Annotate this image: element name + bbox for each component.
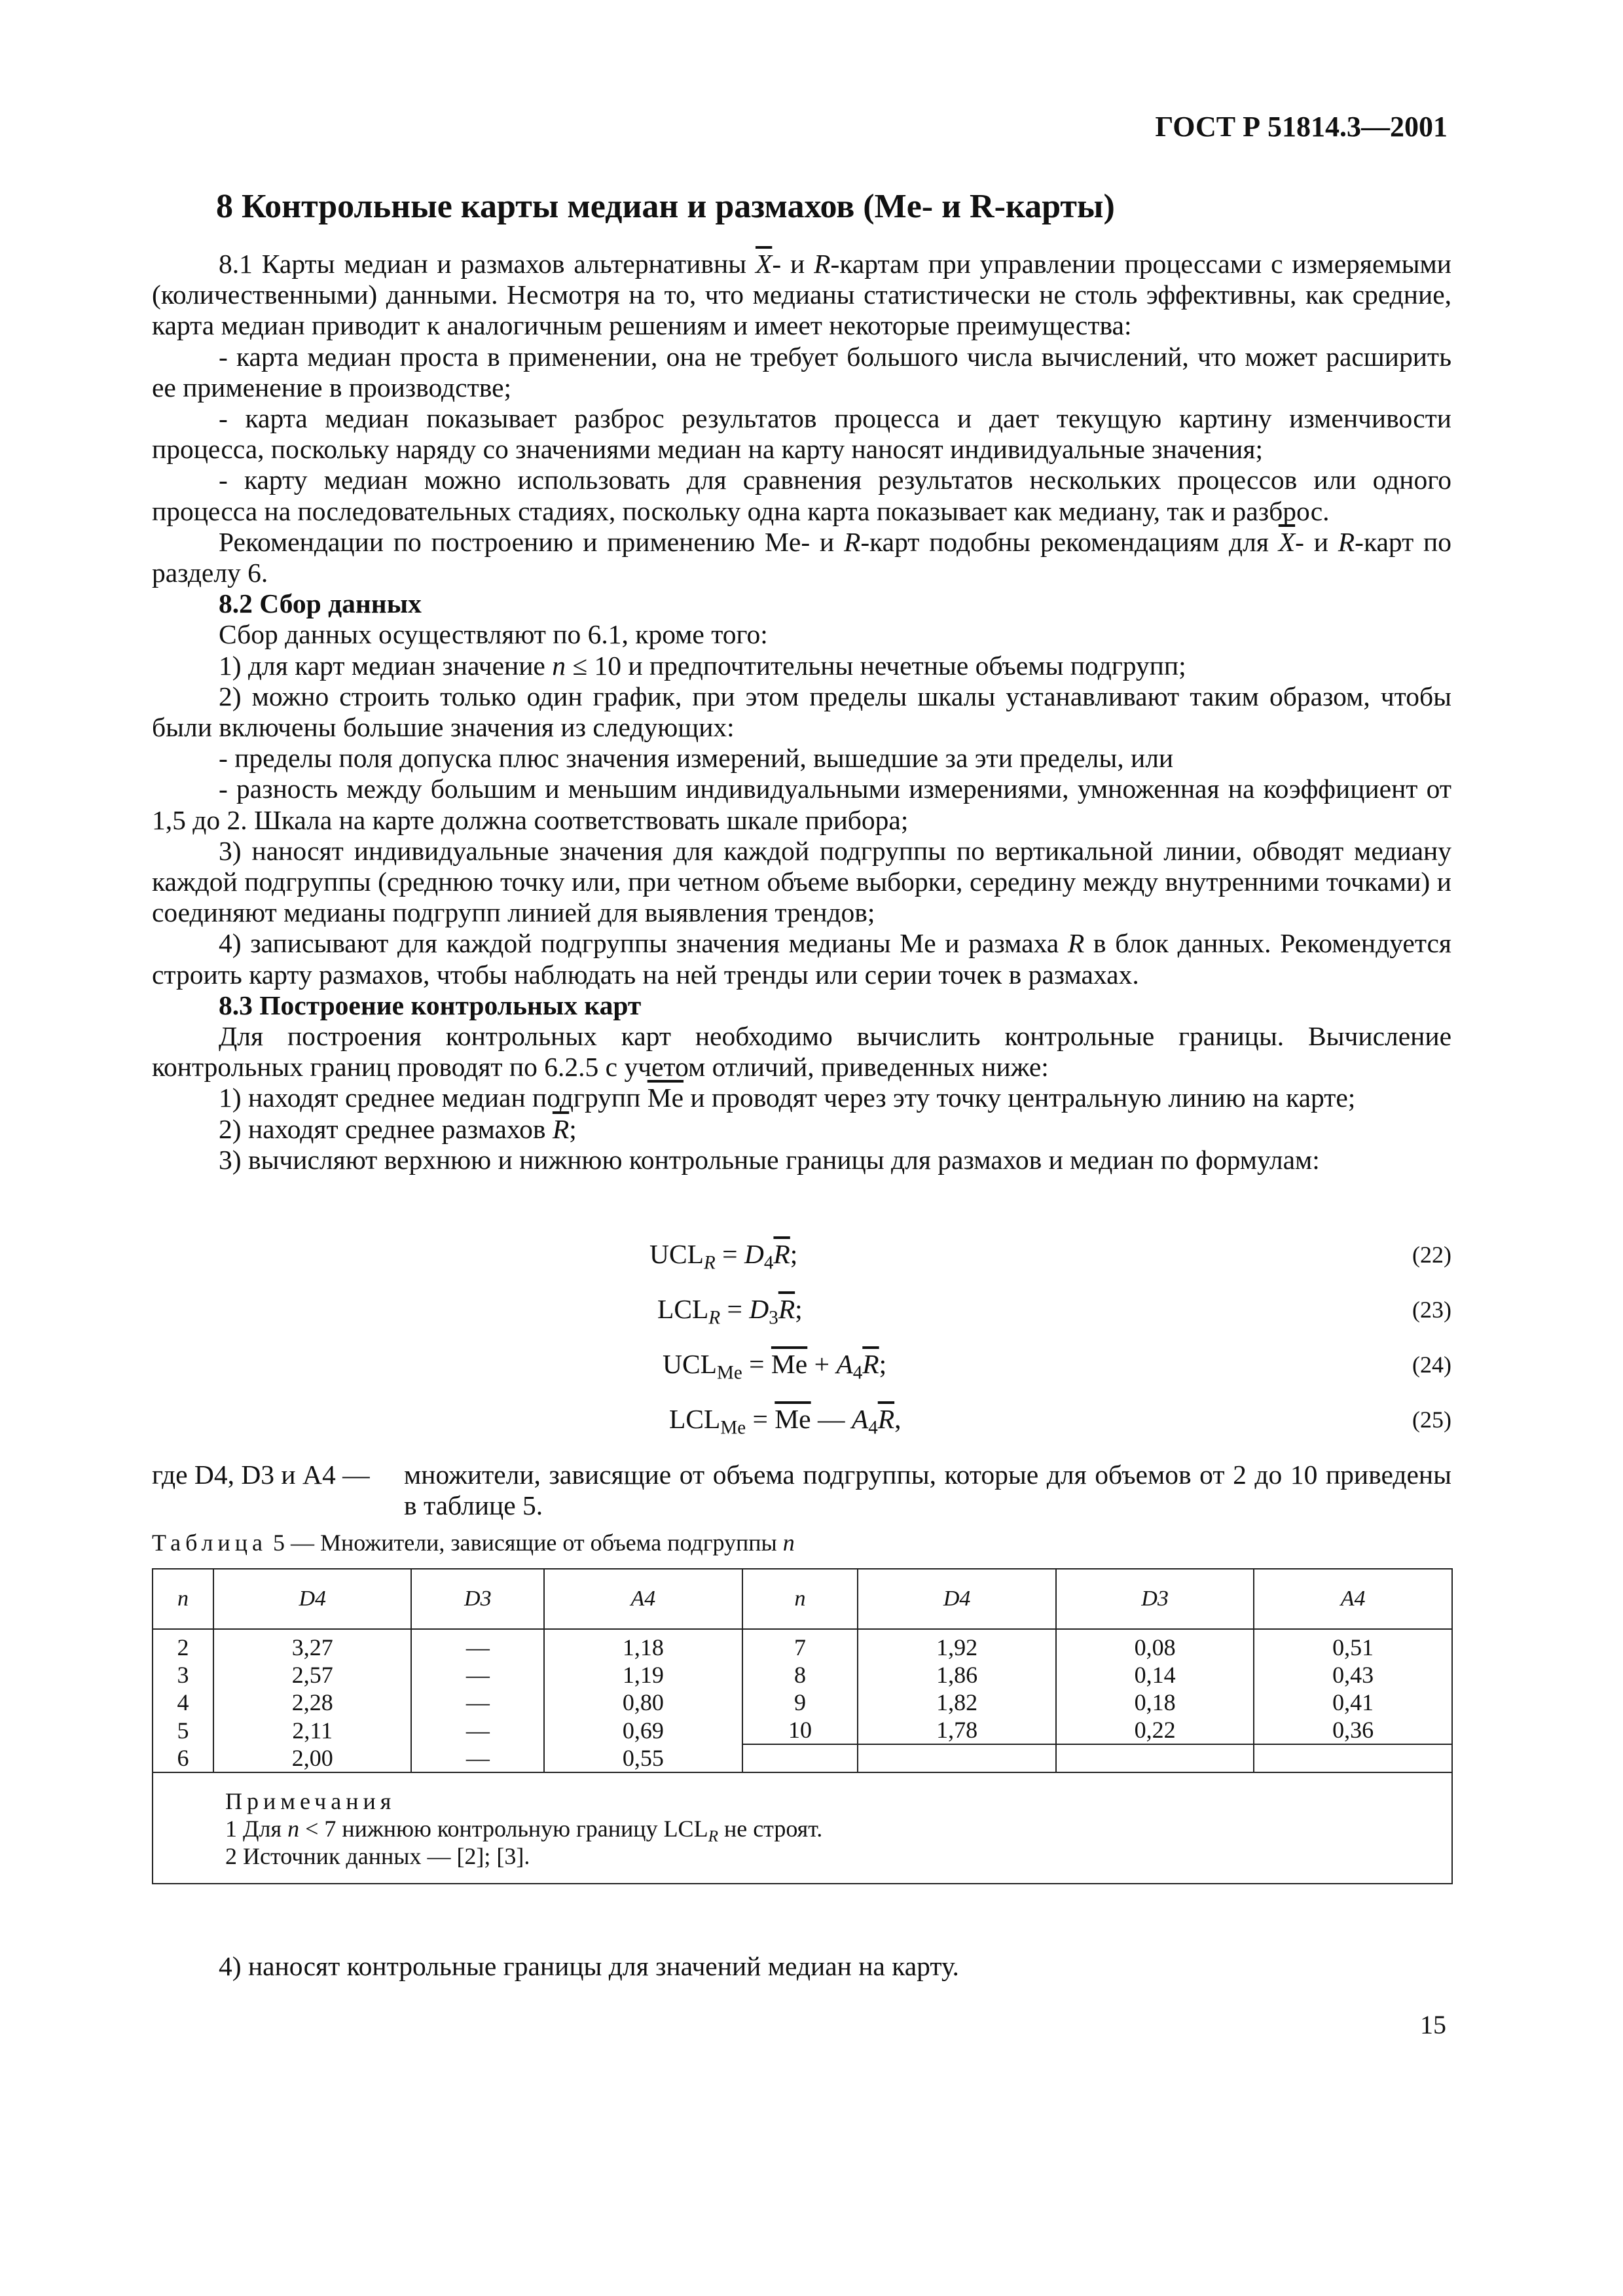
table-cell: 3	[153, 1661, 213, 1689]
table-cell: 1,78	[858, 1716, 1055, 1744]
table-cell: 1,86	[858, 1661, 1055, 1689]
table-cell: 0,08	[1056, 1629, 1254, 1661]
table-cell: 1,92	[858, 1629, 1055, 1661]
recommendation-paragraph: Рекомендации по построению и применению Me- и R-карт подобны рекомендациям для $\overline{X}-$ и R-карт по разделу 6.	[152, 526, 1451, 588]
table-caption: Таблица 5 — Множители, зависящие от объема подгруппы n	[152, 1530, 795, 1556]
subsection-8-2-title: 8.2 Сбор данных	[219, 588, 422, 619]
multipliers-table	[152, 1568, 1453, 1884]
table-cell: 0,22	[1056, 1716, 1254, 1744]
column-header: D4	[858, 1569, 1055, 1629]
table-row	[153, 1629, 1452, 1661]
table-cell	[858, 1744, 1055, 1772]
table-cell: 0,51	[1254, 1629, 1452, 1661]
note-1: 1 Для n < 7 нижнюю контрольную границу $LCL_R$ не строят.	[225, 1816, 823, 1846]
table-cell: 2,00	[213, 1744, 411, 1772]
table-cell: 2,11	[213, 1716, 411, 1744]
table-cell: —	[411, 1716, 544, 1744]
table-cell	[1056, 1744, 1254, 1772]
paragraph: Для построения контрольных карт необходимо вычислить контрольные границы. Вычисление контрольных границ проводят по 6.2.5 с учетом отличий, приведенных ниже:	[152, 1021, 1451, 1083]
list-item: 3) наносят индивидуальные значения для каждой подгруппы по вертикальной линии, обводят медиану каждой подгруппы (среднюю точку или, при четном объеме выборки, середину между внутренними точками) и соединяют медианы подгрупп линией для выявления трендов;	[152, 835, 1451, 928]
table-cell: 6	[153, 1744, 213, 1772]
bullet-item: - карту медиан можно использовать для сравнения результатов нескольких процессов или одного процесса на последовательных стадиях, поскольку одна карта показывает как медиану, так и разброс.	[152, 465, 1451, 526]
formula-24: $UCL_{Me} = \overline{Me} + A_4\overline{R}$; (24)	[663, 1349, 1451, 1384]
where-text: множители, зависящие от объема подгруппы, которые для объемов от 2 до 10 приведены в таблице 5.	[404, 1460, 1451, 1520]
section-title: 8 Контрольные карты медиан и размахов (Me- и R-карты)	[216, 188, 1115, 225]
table-cell: 2	[153, 1629, 213, 1661]
subsection-8-3-title: 8.3 Построение контрольных карт	[219, 990, 642, 1020]
table-cell: 1,82	[858, 1689, 1055, 1716]
table-cell: 8	[742, 1661, 858, 1689]
table-cell: 7	[742, 1629, 858, 1661]
table-cell	[1254, 1744, 1452, 1772]
list-item: 1) находят среднее медиан подгрупп $\overline{Me}$ и проводят через эту точку центральную линию на карте;	[219, 1083, 1356, 1113]
table-header-row	[153, 1569, 1452, 1629]
bullet-item: - пределы поля допуска плюс значения измерений, вышедшие за эти пределы, или	[219, 743, 1174, 774]
formulas-block	[152, 1238, 1451, 1458]
formula-23: $LCL_R = D_3\overline{R}$; (23)	[657, 1294, 1451, 1329]
list-item: 1) для карт медиан значение n ≤ 10 и предпочтительны нечетные объемы подгрупп;	[219, 650, 1186, 681]
table-cell: 3,27	[213, 1629, 411, 1661]
table-cell: 0,18	[1056, 1689, 1254, 1716]
table-cell: 2,57	[213, 1661, 411, 1689]
table-cell: 10	[742, 1716, 858, 1744]
formula-number: (24)	[1412, 1352, 1451, 1378]
table-cell: 0,80	[544, 1689, 742, 1716]
column-header: D3	[1056, 1569, 1254, 1629]
formula-number: (22)	[1412, 1242, 1451, 1268]
table-cell: 1,19	[544, 1661, 742, 1689]
page-number: 15	[1420, 2010, 1446, 2039]
table-row	[153, 1716, 1452, 1744]
table-cell: —	[411, 1689, 544, 1716]
list-item: 4) записывают для каждой подгруппы значения медианы Me и размаха R в блок данных. Рекомендуется строить карту размахов, чтобы наблюдать на ней тренды или серии точек в размахах.	[152, 928, 1451, 990]
table-cell: 2,28	[213, 1689, 411, 1716]
table-cell	[742, 1744, 858, 1772]
table-cell: 0,69	[544, 1716, 742, 1744]
note-2: 2 Источник данных — [2]; [3].	[225, 1843, 530, 1869]
table-cell: 0,14	[1056, 1661, 1254, 1689]
formula-number: (23)	[1412, 1297, 1451, 1323]
body-text	[152, 249, 1451, 1175]
table-cell: 0,41	[1254, 1689, 1452, 1716]
column-header: n	[153, 1569, 213, 1629]
bullet-item: - карта медиан показывает разброс результатов процесса и дает текущую картину изменчивости процесса, поскольку наряду со значениями медиан на карту наносят индивидуальные значения;	[152, 403, 1451, 465]
table-row	[153, 1744, 1452, 1772]
table-cell: 9	[742, 1689, 858, 1716]
formula-25: $LCL_{Me} = \overline{Me}$ — $A_4\overline{R}$, (25)	[669, 1404, 1451, 1439]
table-cell: 0,36	[1254, 1716, 1452, 1744]
table-notes-row	[153, 1772, 1452, 1884]
column-header: A4	[1254, 1569, 1452, 1629]
final-list-item: 4) наносят контрольные границы для значений медиан на карту.	[219, 1951, 959, 1981]
table-row	[153, 1661, 1452, 1689]
table-cell: —	[411, 1744, 544, 1772]
paragraph-8-1: 8.1 Карты медиан и размахов альтернативны $\overline{X}-$ и R-картам при управлении процессами с измеряемыми (количественными) данными. Несмотря на то, что медианы статистически не столь эффективны, как средние, карта медиан приводит к аналогичным решениям и имеет некоторые преимущества:	[152, 249, 1451, 341]
table-cell: 4	[153, 1689, 213, 1716]
column-header: D3	[411, 1569, 544, 1629]
paragraph: Сбор данных осуществляют по 6.1, кроме того:	[219, 619, 768, 650]
list-item: 3) вычисляют верхнюю и нижнюю контрольные границы для размахов и медиан по формулам:	[219, 1144, 1320, 1175]
list-item: 2) можно строить только один график, при этом пределы шкалы устанавливают таким образом, чтобы были включены большие значения из следующих:	[152, 681, 1451, 743]
table-cell: 0,43	[1254, 1661, 1452, 1689]
where-label: где D4, D3 и A4 —	[152, 1460, 370, 1490]
formula-22: $UCL_R = D_4\overline{R}$; (22)	[649, 1239, 1451, 1274]
column-header: n	[742, 1569, 858, 1629]
formula-number: (25)	[1412, 1407, 1451, 1433]
table-cell: 5	[153, 1716, 213, 1744]
notes-title: Примечания	[225, 1788, 396, 1814]
table-cell: 1,18	[544, 1629, 742, 1661]
standard-header: ГОСТ Р 51814.3—2001	[1155, 111, 1448, 143]
table-cell: 0,55	[544, 1744, 742, 1772]
column-header: D4	[213, 1569, 411, 1629]
table-cell: —	[411, 1661, 544, 1689]
bullet-item: - разность между большим и меньшим индивидуальными измерениями, умноженная на коэффициент от 1,5 до 2. Шкала на карте должна соответствовать шкале прибора;	[152, 774, 1451, 835]
bullet-item: - карта медиан проста в применении, она не требует большого числа вычислений, что может расширить ее применение в производстве;	[152, 341, 1451, 403]
table-row	[153, 1689, 1452, 1716]
table-notes	[153, 1772, 1452, 1884]
table-cell: —	[411, 1629, 544, 1661]
list-item: 2) находят среднее размахов $\overline{R}$;	[219, 1113, 577, 1144]
column-header: A4	[544, 1569, 742, 1629]
